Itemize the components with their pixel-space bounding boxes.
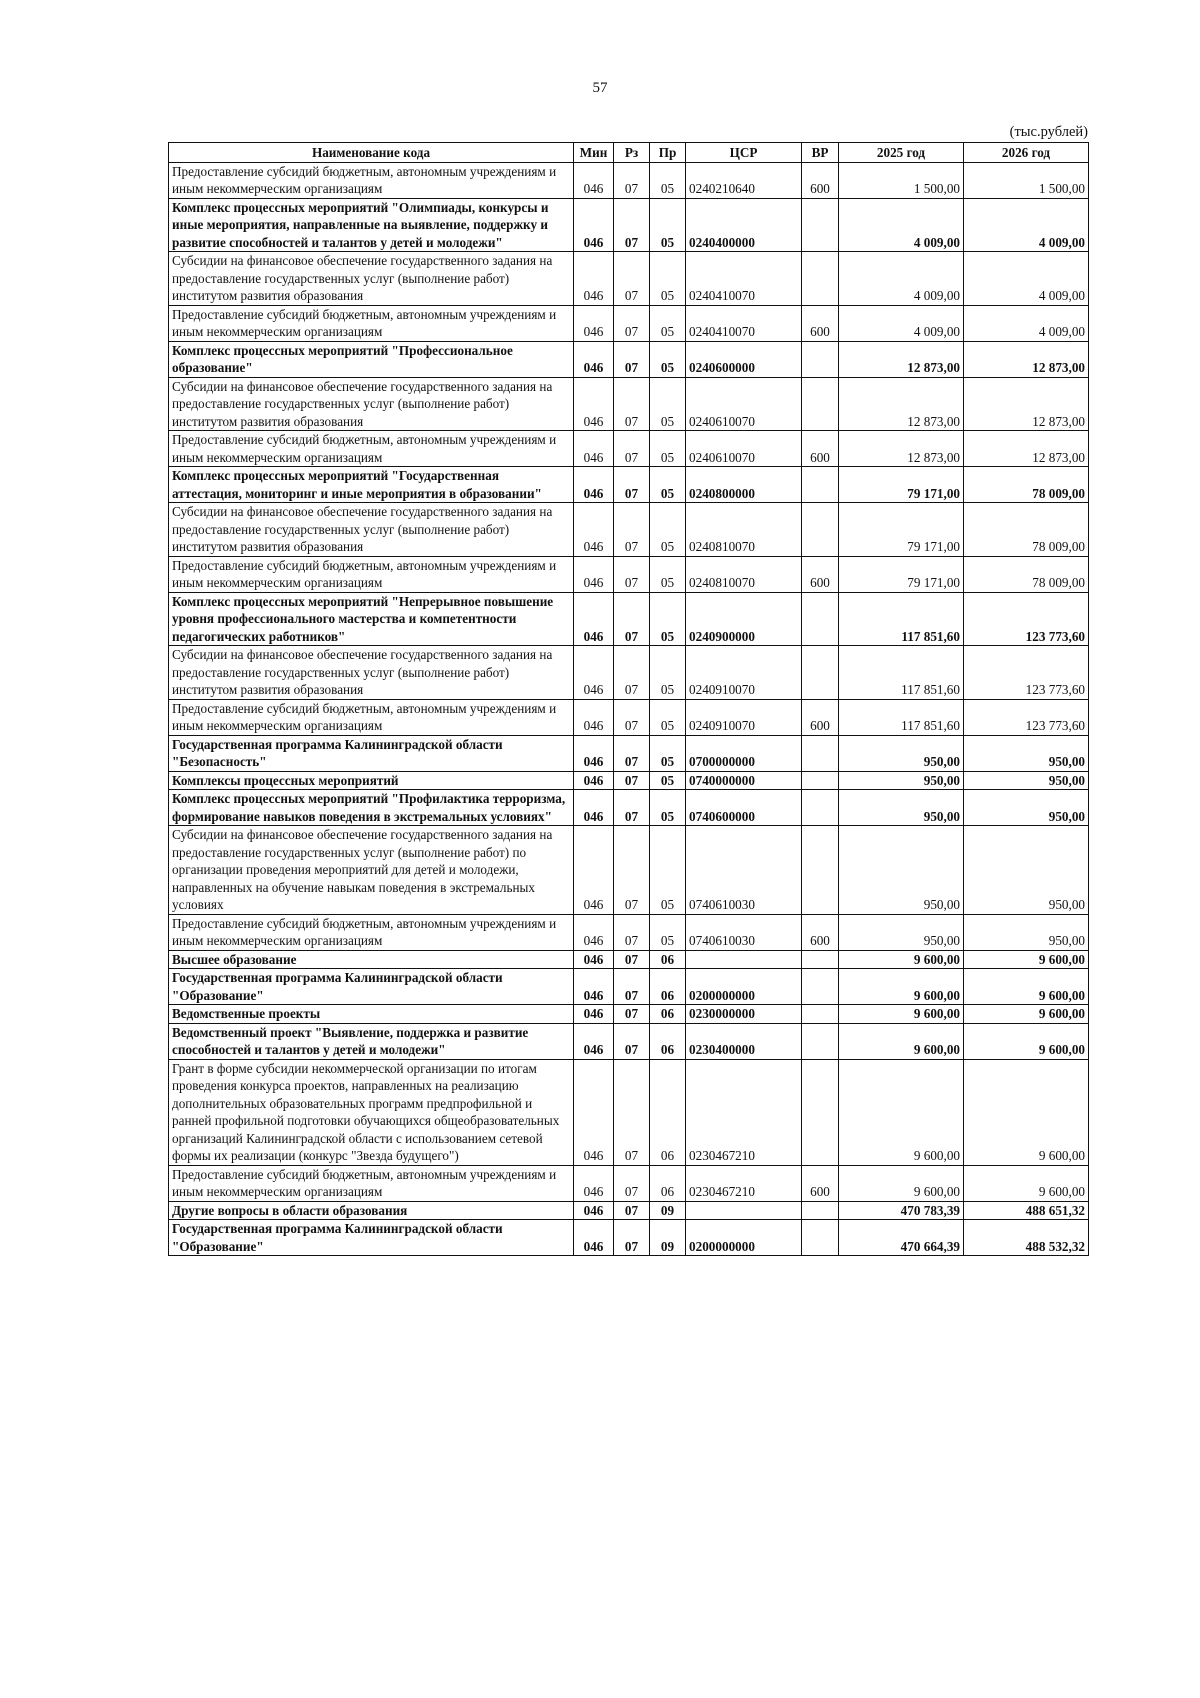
- cell-min: 046: [574, 431, 614, 467]
- cell-2026: 123 773,60: [964, 592, 1089, 646]
- cell-2026: 488 651,32: [964, 1201, 1089, 1220]
- cell-2025: 9 600,00: [839, 950, 964, 969]
- cell-vr: [802, 735, 839, 771]
- cell-min: 046: [574, 592, 614, 646]
- cell-2026: 488 532,32: [964, 1220, 1089, 1256]
- cell-vr: 600: [802, 431, 839, 467]
- cell-2025: 950,00: [839, 735, 964, 771]
- cell-min: 046: [574, 1023, 614, 1059]
- cell-vr: [802, 1059, 839, 1165]
- cell-csr: 0240610070: [686, 377, 802, 431]
- cell-rz: 07: [614, 305, 650, 341]
- cell-pr: 05: [650, 252, 686, 306]
- table-row: [169, 467, 1089, 503]
- table-row: [169, 1201, 1089, 1220]
- cell-rz: 07: [614, 969, 650, 1005]
- cell-csr: 0700000000: [686, 735, 802, 771]
- cell-name: Высшее образование: [169, 950, 574, 969]
- table-row: [169, 377, 1089, 431]
- cell-name: Комплекс процессных мероприятий "Государственная аттестация, мониторинг и иные мероприятия в образовании": [169, 467, 574, 503]
- cell-rz: 07: [614, 341, 650, 377]
- unit-label: (тыс.рублей): [1009, 124, 1088, 140]
- cell-vr: [802, 592, 839, 646]
- cell-rz: 07: [614, 790, 650, 826]
- header-2026: 2026 год: [964, 143, 1089, 163]
- cell-pr: 05: [650, 646, 686, 700]
- table-row: [169, 305, 1089, 341]
- cell-csr: 0740600000: [686, 790, 802, 826]
- cell-2026: 950,00: [964, 826, 1089, 915]
- cell-rz: 07: [614, 556, 650, 592]
- cell-name: Субсидии на финансовое обеспечение государственного задания на предоставление государственных услуг (выполнение работ) институтом развития образования: [169, 377, 574, 431]
- cell-name: Государственная программа Калининградской области "Образование": [169, 969, 574, 1005]
- cell-vr: 600: [802, 162, 839, 198]
- cell-csr: 0240600000: [686, 341, 802, 377]
- table-row: [169, 969, 1089, 1005]
- cell-csr: 0200000000: [686, 1220, 802, 1256]
- cell-vr: [802, 377, 839, 431]
- cell-name: Предоставление субсидий бюджетным, автономным учреждениям и иным некоммерческим организациям: [169, 699, 574, 735]
- cell-2026: 4 009,00: [964, 252, 1089, 306]
- cell-vr: [802, 341, 839, 377]
- header-2025: 2025 год: [839, 143, 964, 163]
- table-row: [169, 771, 1089, 790]
- cell-min: 046: [574, 1201, 614, 1220]
- cell-name: Комплекс процессных мероприятий "Непрерывное повышение уровня профессионального мастерства и компетентности педагогических работников": [169, 592, 574, 646]
- cell-pr: 05: [650, 914, 686, 950]
- cell-name: Предоставление субсидий бюджетным, автономным учреждениям и иным некоммерческим организациям: [169, 556, 574, 592]
- cell-min: 046: [574, 1165, 614, 1201]
- cell-name: Комплекс процессных мероприятий "Профессиональное образование": [169, 341, 574, 377]
- cell-2026: 950,00: [964, 790, 1089, 826]
- cell-2025: 950,00: [839, 771, 964, 790]
- cell-name: Ведомственный проект "Выявление, поддержка и развитие способностей и талантов у детей и молодежи": [169, 1023, 574, 1059]
- cell-name: Государственная программа Калининградской области "Образование": [169, 1220, 574, 1256]
- cell-rz: 07: [614, 1005, 650, 1024]
- cell-csr: [686, 950, 802, 969]
- cell-vr: [802, 1005, 839, 1024]
- cell-pr: 05: [650, 826, 686, 915]
- cell-pr: 05: [650, 341, 686, 377]
- cell-vr: [802, 503, 839, 557]
- cell-rz: 07: [614, 771, 650, 790]
- table-header-row: [169, 143, 1089, 163]
- cell-pr: 05: [650, 467, 686, 503]
- cell-csr: 0240910070: [686, 646, 802, 700]
- cell-min: 046: [574, 699, 614, 735]
- cell-csr: 0230400000: [686, 1023, 802, 1059]
- cell-name: Комплекс процессных мероприятий "Олимпиады, конкурсы и иные мероприятия, направленные на выявление, поддержку и развитие способностей и талантов у детей и молодежи": [169, 198, 574, 252]
- cell-rz: 07: [614, 592, 650, 646]
- cell-2026: 950,00: [964, 735, 1089, 771]
- cell-pr: 05: [650, 503, 686, 557]
- table-row: [169, 1023, 1089, 1059]
- table-row: [169, 826, 1089, 915]
- cell-vr: 600: [802, 914, 839, 950]
- cell-vr: 600: [802, 699, 839, 735]
- cell-2026: 78 009,00: [964, 556, 1089, 592]
- cell-2025: 79 171,00: [839, 503, 964, 557]
- cell-2025: 12 873,00: [839, 377, 964, 431]
- cell-rz: 07: [614, 1165, 650, 1201]
- table-row: [169, 1165, 1089, 1201]
- table-row: [169, 1220, 1089, 1256]
- cell-csr: 0240210640: [686, 162, 802, 198]
- cell-pr: 09: [650, 1201, 686, 1220]
- cell-2026: 950,00: [964, 771, 1089, 790]
- cell-csr: 0240810070: [686, 556, 802, 592]
- cell-2026: 9 600,00: [964, 1023, 1089, 1059]
- cell-vr: [802, 467, 839, 503]
- cell-name: Субсидии на финансовое обеспечение государственного задания на предоставление государственных услуг (выполнение работ) по организации проведения мероприятий для детей и молодежи, направленных на обучение навыкам поведения в экстремальных условиях: [169, 826, 574, 915]
- cell-rz: 07: [614, 699, 650, 735]
- cell-pr: 05: [650, 790, 686, 826]
- cell-rz: 07: [614, 1059, 650, 1165]
- cell-pr: 06: [650, 1023, 686, 1059]
- cell-pr: 06: [650, 950, 686, 969]
- cell-vr: 600: [802, 305, 839, 341]
- cell-rz: 07: [614, 1201, 650, 1220]
- cell-2025: 79 171,00: [839, 556, 964, 592]
- cell-csr: 0240410070: [686, 252, 802, 306]
- cell-vr: 600: [802, 556, 839, 592]
- cell-min: 046: [574, 646, 614, 700]
- table-row: [169, 735, 1089, 771]
- cell-vr: [802, 1220, 839, 1256]
- table-row: [169, 1059, 1089, 1165]
- cell-2026: 123 773,60: [964, 646, 1089, 700]
- cell-min: 046: [574, 341, 614, 377]
- table-row: [169, 646, 1089, 700]
- cell-2026: 9 600,00: [964, 1005, 1089, 1024]
- cell-vr: 600: [802, 1165, 839, 1201]
- cell-2026: 9 600,00: [964, 969, 1089, 1005]
- cell-pr: 06: [650, 1165, 686, 1201]
- cell-rz: 07: [614, 377, 650, 431]
- cell-rz: 07: [614, 1023, 650, 1059]
- cell-csr: 0740610030: [686, 826, 802, 915]
- cell-vr: [802, 646, 839, 700]
- table-row: [169, 198, 1089, 252]
- cell-2025: 117 851,60: [839, 592, 964, 646]
- cell-rz: 07: [614, 467, 650, 503]
- cell-2026: 950,00: [964, 914, 1089, 950]
- cell-min: 046: [574, 162, 614, 198]
- cell-vr: [802, 826, 839, 915]
- cell-min: 046: [574, 914, 614, 950]
- cell-name: Комплексы процессных мероприятий: [169, 771, 574, 790]
- cell-rz: 07: [614, 646, 650, 700]
- cell-vr: [802, 1023, 839, 1059]
- table-row: [169, 914, 1089, 950]
- cell-min: 046: [574, 771, 614, 790]
- cell-2025: 470 783,39: [839, 1201, 964, 1220]
- cell-2025: 12 873,00: [839, 341, 964, 377]
- header-rz: Рз: [614, 143, 650, 163]
- cell-vr: [802, 969, 839, 1005]
- table-row: [169, 503, 1089, 557]
- cell-min: 046: [574, 950, 614, 969]
- cell-2026: 4 009,00: [964, 305, 1089, 341]
- cell-csr: 0230467210: [686, 1059, 802, 1165]
- cell-2025: 950,00: [839, 914, 964, 950]
- cell-pr: 05: [650, 592, 686, 646]
- cell-2025: 117 851,60: [839, 646, 964, 700]
- cell-2025: 950,00: [839, 790, 964, 826]
- cell-name: Грант в форме субсидии некоммерческой организации по итогам проведения конкурса проектов, направленных на реализацию дополнительных образовательных программ предпрофильной и ранней профильной подготовки обучающихся общеобразовательных организаций Калининградской области с использованием сетевой формы их реализации (конкурс "Звезда будущего"): [169, 1059, 574, 1165]
- cell-name: Субсидии на финансовое обеспечение государственного задания на предоставление государственных услуг (выполнение работ) институтом развития образования: [169, 252, 574, 306]
- cell-min: 046: [574, 252, 614, 306]
- cell-name: Государственная программа Калининградской области "Безопасность": [169, 735, 574, 771]
- header-min: Мин: [574, 143, 614, 163]
- cell-pr: 05: [650, 377, 686, 431]
- cell-2026: 123 773,60: [964, 699, 1089, 735]
- header-name: Наименование кода: [169, 143, 574, 163]
- cell-pr: 06: [650, 1059, 686, 1165]
- cell-name: Предоставление субсидий бюджетным, автономным учреждениям и иным некоммерческим организациям: [169, 914, 574, 950]
- cell-vr: [802, 198, 839, 252]
- cell-2025: 9 600,00: [839, 1005, 964, 1024]
- cell-2026: 9 600,00: [964, 1059, 1089, 1165]
- cell-rz: 07: [614, 1220, 650, 1256]
- cell-pr: 09: [650, 1220, 686, 1256]
- cell-pr: 05: [650, 556, 686, 592]
- cell-2025: 4 009,00: [839, 198, 964, 252]
- page-number: 57: [592, 80, 608, 96]
- cell-pr: 05: [650, 305, 686, 341]
- cell-csr: 0240800000: [686, 467, 802, 503]
- cell-pr: 05: [650, 431, 686, 467]
- cell-2025: 470 664,39: [839, 1220, 964, 1256]
- cell-pr: 05: [650, 699, 686, 735]
- cell-min: 046: [574, 198, 614, 252]
- cell-vr: [802, 771, 839, 790]
- cell-2025: 9 600,00: [839, 969, 964, 1005]
- cell-min: 046: [574, 735, 614, 771]
- cell-2026: 4 009,00: [964, 198, 1089, 252]
- cell-csr: 0240810070: [686, 503, 802, 557]
- cell-rz: 07: [614, 950, 650, 969]
- cell-vr: [802, 790, 839, 826]
- header-csr: ЦСР: [686, 143, 802, 163]
- table-body: [169, 162, 1089, 1256]
- cell-rz: 07: [614, 252, 650, 306]
- cell-pr: 05: [650, 162, 686, 198]
- cell-csr: 0240410070: [686, 305, 802, 341]
- cell-2026: 1 500,00: [964, 162, 1089, 198]
- cell-min: 046: [574, 503, 614, 557]
- cell-min: 046: [574, 467, 614, 503]
- cell-2025: 79 171,00: [839, 467, 964, 503]
- cell-name: Предоставление субсидий бюджетным, автономным учреждениям и иным некоммерческим организациям: [169, 162, 574, 198]
- cell-rz: 07: [614, 826, 650, 915]
- cell-rz: 07: [614, 431, 650, 467]
- cell-csr: 0200000000: [686, 969, 802, 1005]
- cell-2026: 12 873,00: [964, 377, 1089, 431]
- cell-name: Комплекс процессных мероприятий "Профилактика терроризма, формирование навыков поведения в экстремальных условиях": [169, 790, 574, 826]
- cell-name: Предоставление субсидий бюджетным, автономным учреждениям и иным некоммерческим организациям: [169, 431, 574, 467]
- cell-csr: 0740000000: [686, 771, 802, 790]
- cell-2025: 9 600,00: [839, 1165, 964, 1201]
- cell-2025: 117 851,60: [839, 699, 964, 735]
- cell-2025: 1 500,00: [839, 162, 964, 198]
- cell-pr: 05: [650, 735, 686, 771]
- cell-name: Предоставление субсидий бюджетным, автономным учреждениям и иным некоммерческим организациям: [169, 305, 574, 341]
- cell-2026: 12 873,00: [964, 431, 1089, 467]
- cell-vr: [802, 950, 839, 969]
- cell-name: Ведомственные проекты: [169, 1005, 574, 1024]
- cell-rz: 07: [614, 198, 650, 252]
- cell-min: 046: [574, 1059, 614, 1165]
- header-vr: ВР: [802, 143, 839, 163]
- cell-name: Субсидии на финансовое обеспечение государственного задания на предоставление государственных услуг (выполнение работ) институтом развития образования: [169, 503, 574, 557]
- cell-min: 046: [574, 305, 614, 341]
- table-row: [169, 790, 1089, 826]
- cell-rz: 07: [614, 914, 650, 950]
- cell-csr: 0240400000: [686, 198, 802, 252]
- cell-min: 046: [574, 1220, 614, 1256]
- cell-2026: 9 600,00: [964, 1165, 1089, 1201]
- cell-2025: 9 600,00: [839, 1023, 964, 1059]
- cell-csr: 0230000000: [686, 1005, 802, 1024]
- cell-pr: 05: [650, 198, 686, 252]
- cell-rz: 07: [614, 503, 650, 557]
- table-row: [169, 556, 1089, 592]
- cell-rz: 07: [614, 162, 650, 198]
- cell-name: Предоставление субсидий бюджетным, автономным учреждениям и иным некоммерческим организациям: [169, 1165, 574, 1201]
- cell-2025: 12 873,00: [839, 431, 964, 467]
- cell-min: 046: [574, 556, 614, 592]
- cell-rz: 07: [614, 735, 650, 771]
- cell-csr: 0240910070: [686, 699, 802, 735]
- table-row: [169, 950, 1089, 969]
- cell-2025: 9 600,00: [839, 1059, 964, 1165]
- cell-name: Другие вопросы в области образования: [169, 1201, 574, 1220]
- table-row: [169, 592, 1089, 646]
- cell-2026: 78 009,00: [964, 503, 1089, 557]
- table-row: [169, 162, 1089, 198]
- budget-table: [168, 142, 1089, 1256]
- cell-2025: 950,00: [839, 826, 964, 915]
- cell-2026: 78 009,00: [964, 467, 1089, 503]
- cell-pr: 06: [650, 1005, 686, 1024]
- cell-2025: 4 009,00: [839, 252, 964, 306]
- header-pr: Пр: [650, 143, 686, 163]
- cell-2025: 4 009,00: [839, 305, 964, 341]
- table-row: [169, 1005, 1089, 1024]
- table-row: [169, 431, 1089, 467]
- cell-2026: 12 873,00: [964, 341, 1089, 377]
- cell-vr: [802, 1201, 839, 1220]
- cell-csr: 0240610070: [686, 431, 802, 467]
- cell-min: 046: [574, 969, 614, 1005]
- cell-name: Субсидии на финансовое обеспечение государственного задания на предоставление государственных услуг (выполнение работ) институтом развития образования: [169, 646, 574, 700]
- table-row: [169, 341, 1089, 377]
- cell-csr: 0230467210: [686, 1165, 802, 1201]
- cell-2026: 9 600,00: [964, 950, 1089, 969]
- cell-csr: 0740610030: [686, 914, 802, 950]
- cell-min: 046: [574, 790, 614, 826]
- table-row: [169, 252, 1089, 306]
- cell-min: 046: [574, 826, 614, 915]
- cell-min: 046: [574, 377, 614, 431]
- cell-min: 046: [574, 1005, 614, 1024]
- cell-csr: [686, 1201, 802, 1220]
- table-row: [169, 699, 1089, 735]
- cell-pr: 05: [650, 771, 686, 790]
- cell-pr: 06: [650, 969, 686, 1005]
- cell-vr: [802, 252, 839, 306]
- cell-csr: 0240900000: [686, 592, 802, 646]
